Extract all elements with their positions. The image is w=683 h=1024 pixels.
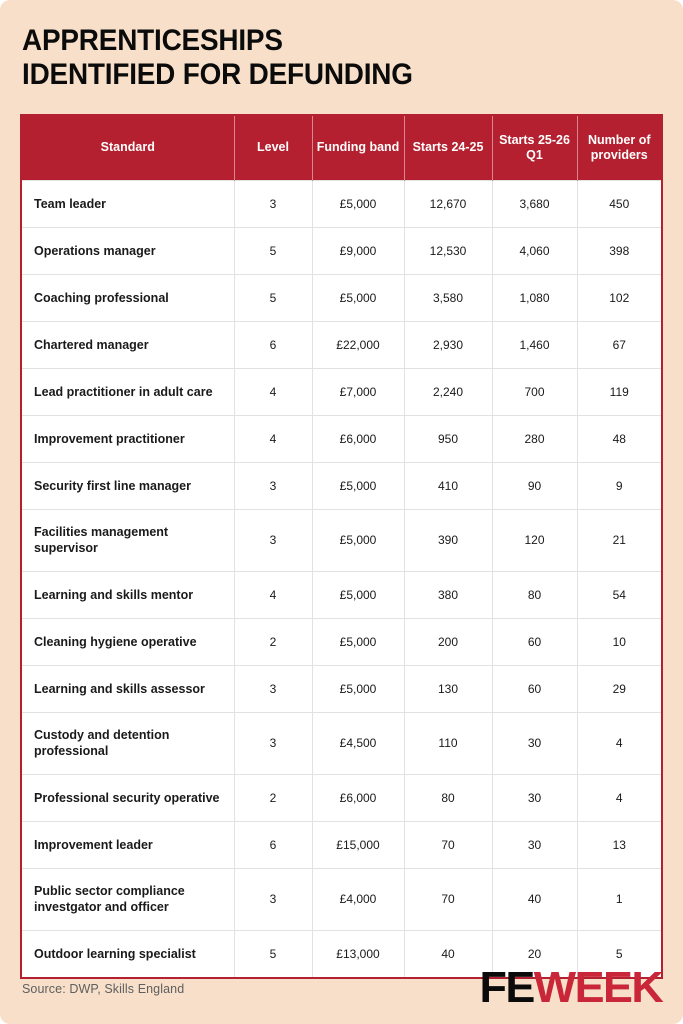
cell-funding-band: £7,000 — [312, 368, 404, 415]
table-row — [22, 821, 661, 868]
cell-starts-24-25: 130 — [404, 665, 492, 712]
cell-starts-24-25: 380 — [404, 571, 492, 618]
cell-standard: Public sector compliance investgator and officer — [22, 868, 234, 930]
table-row — [22, 227, 661, 274]
cell-standard: Custody and detention professional — [22, 712, 234, 774]
logo-fe: FE — [479, 963, 534, 1012]
table-row — [22, 368, 661, 415]
cell-level: 2 — [234, 774, 312, 821]
page-title — [22, 24, 642, 92]
footer — [0, 963, 683, 1024]
cell-starts-24-25: 80 — [404, 774, 492, 821]
table-row — [22, 415, 661, 462]
cell-funding-band: £5,000 — [312, 618, 404, 665]
cell-funding-band: £5,000 — [312, 462, 404, 509]
table-row — [22, 509, 661, 571]
cell-funding-band: £4,000 — [312, 868, 404, 930]
logo-week: WEEK — [533, 963, 663, 1012]
cell-standard: Learning and skills mentor — [22, 571, 234, 618]
table-row — [22, 774, 661, 821]
table-row — [22, 462, 661, 509]
cell-starts-25-26-q1: 30 — [492, 774, 577, 821]
cell-funding-band: £4,500 — [312, 712, 404, 774]
cell-level: 6 — [234, 821, 312, 868]
table-header-row — [22, 116, 661, 180]
page-title-line-2: IDENTIFIED FOR DEFUNDING — [22, 58, 413, 91]
cell-starts-24-25: 110 — [404, 712, 492, 774]
cell-providers: 102 — [577, 274, 661, 321]
cell-providers: 398 — [577, 227, 661, 274]
cell-starts-25-26-q1: 80 — [492, 571, 577, 618]
column-header-starts-25-26-q1: Starts 25-26 Q1 — [492, 116, 577, 180]
cell-standard: Chartered manager — [22, 321, 234, 368]
cell-starts-25-26-q1: 1,080 — [492, 274, 577, 321]
table-row — [22, 321, 661, 368]
table-row — [22, 868, 661, 930]
table-row — [22, 571, 661, 618]
cell-standard: Coaching professional — [22, 274, 234, 321]
cell-standard: Professional security operative — [22, 774, 234, 821]
cell-funding-band: £6,000 — [312, 774, 404, 821]
cell-providers: 13 — [577, 821, 661, 868]
cell-level: 5 — [234, 227, 312, 274]
cell-starts-24-25: 70 — [404, 821, 492, 868]
cell-starts-25-26-q1: 40 — [492, 868, 577, 930]
cell-providers: 48 — [577, 415, 661, 462]
cell-providers: 450 — [577, 180, 661, 227]
cell-starts-24-25: 410 — [404, 462, 492, 509]
cell-starts-24-25: 40 — [404, 930, 492, 977]
cell-funding-band: £5,000 — [312, 274, 404, 321]
cell-level: 4 — [234, 368, 312, 415]
column-header-starts-24-25: Starts 24-25 — [404, 116, 492, 180]
source-attribution: Source: DWP, Skills England — [22, 982, 185, 996]
cell-starts-25-26-q1: 60 — [492, 618, 577, 665]
cell-starts-25-26-q1: 20 — [492, 930, 577, 977]
cell-standard: Cleaning hygiene operative — [22, 618, 234, 665]
cell-standard: Facilities management supervisor — [22, 509, 234, 571]
cell-funding-band: £5,000 — [312, 571, 404, 618]
cell-starts-25-26-q1: 120 — [492, 509, 577, 571]
cell-funding-band: £15,000 — [312, 821, 404, 868]
cell-level: 5 — [234, 274, 312, 321]
table-body — [22, 180, 661, 977]
cell-starts-24-25: 390 — [404, 509, 492, 571]
cell-standard: Security first line manager — [22, 462, 234, 509]
cell-standard: Team leader — [22, 180, 234, 227]
cell-funding-band: £9,000 — [312, 227, 404, 274]
cell-providers: 54 — [577, 571, 661, 618]
column-header-number-of-providers: Number of providers — [577, 116, 661, 180]
cell-providers: 4 — [577, 712, 661, 774]
cell-starts-24-25: 200 — [404, 618, 492, 665]
cell-starts-25-26-q1: 60 — [492, 665, 577, 712]
data-table — [22, 116, 661, 977]
cell-providers: 9 — [577, 462, 661, 509]
cell-standard: Outdoor learning specialist — [22, 930, 234, 977]
column-header-standard: Standard — [22, 116, 234, 180]
page-title-line-1: APPRENTICESHIPS — [22, 24, 283, 57]
cell-providers: 119 — [577, 368, 661, 415]
cell-starts-25-26-q1: 700 — [492, 368, 577, 415]
cell-standard: Lead practitioner in adult care — [22, 368, 234, 415]
cell-starts-25-26-q1: 1,460 — [492, 321, 577, 368]
cell-starts-24-25: 950 — [404, 415, 492, 462]
cell-providers: 29 — [577, 665, 661, 712]
cell-funding-band: £5,000 — [312, 509, 404, 571]
cell-funding-band: £5,000 — [312, 665, 404, 712]
cell-level: 3 — [234, 462, 312, 509]
cell-funding-band: £5,000 — [312, 180, 404, 227]
cell-starts-24-25: 3,580 — [404, 274, 492, 321]
cell-level: 5 — [234, 930, 312, 977]
cell-funding-band: £22,000 — [312, 321, 404, 368]
cell-starts-25-26-q1: 30 — [492, 712, 577, 774]
cell-level: 4 — [234, 415, 312, 462]
cell-level: 2 — [234, 618, 312, 665]
cell-providers: 21 — [577, 509, 661, 571]
cell-providers: 4 — [577, 774, 661, 821]
cell-funding-band: £6,000 — [312, 415, 404, 462]
cell-level: 3 — [234, 665, 312, 712]
table-row — [22, 712, 661, 774]
cell-starts-24-25: 12,530 — [404, 227, 492, 274]
column-header-funding-band: Funding band — [312, 116, 404, 180]
cell-starts-25-26-q1: 280 — [492, 415, 577, 462]
table-row — [22, 180, 661, 227]
table-row — [22, 274, 661, 321]
cell-standard: Learning and skills assessor — [22, 665, 234, 712]
cell-level: 4 — [234, 571, 312, 618]
cell-providers: 10 — [577, 618, 661, 665]
table-row — [22, 665, 661, 712]
cell-starts-24-25: 2,930 — [404, 321, 492, 368]
cell-level: 3 — [234, 180, 312, 227]
cell-level: 3 — [234, 712, 312, 774]
cell-standard: Improvement practitioner — [22, 415, 234, 462]
fe-week-logo — [479, 963, 663, 1012]
cell-level: 6 — [234, 321, 312, 368]
cell-starts-25-26-q1: 4,060 — [492, 227, 577, 274]
cell-providers: 5 — [577, 930, 661, 977]
cell-starts-24-25: 2,240 — [404, 368, 492, 415]
cell-standard: Improvement leader — [22, 821, 234, 868]
cell-starts-25-26-q1: 90 — [492, 462, 577, 509]
cell-level: 3 — [234, 509, 312, 571]
defunded-apprenticeships-table — [20, 114, 663, 979]
cell-level: 3 — [234, 868, 312, 930]
cell-starts-24-25: 12,670 — [404, 180, 492, 227]
cell-starts-25-26-q1: 30 — [492, 821, 577, 868]
table-row — [22, 618, 661, 665]
cell-funding-band: £13,000 — [312, 930, 404, 977]
cell-starts-25-26-q1: 3,680 — [492, 180, 577, 227]
cell-providers: 67 — [577, 321, 661, 368]
cell-providers: 1 — [577, 868, 661, 930]
cell-standard: Operations manager — [22, 227, 234, 274]
cell-starts-24-25: 70 — [404, 868, 492, 930]
column-header-level: Level — [234, 116, 312, 180]
